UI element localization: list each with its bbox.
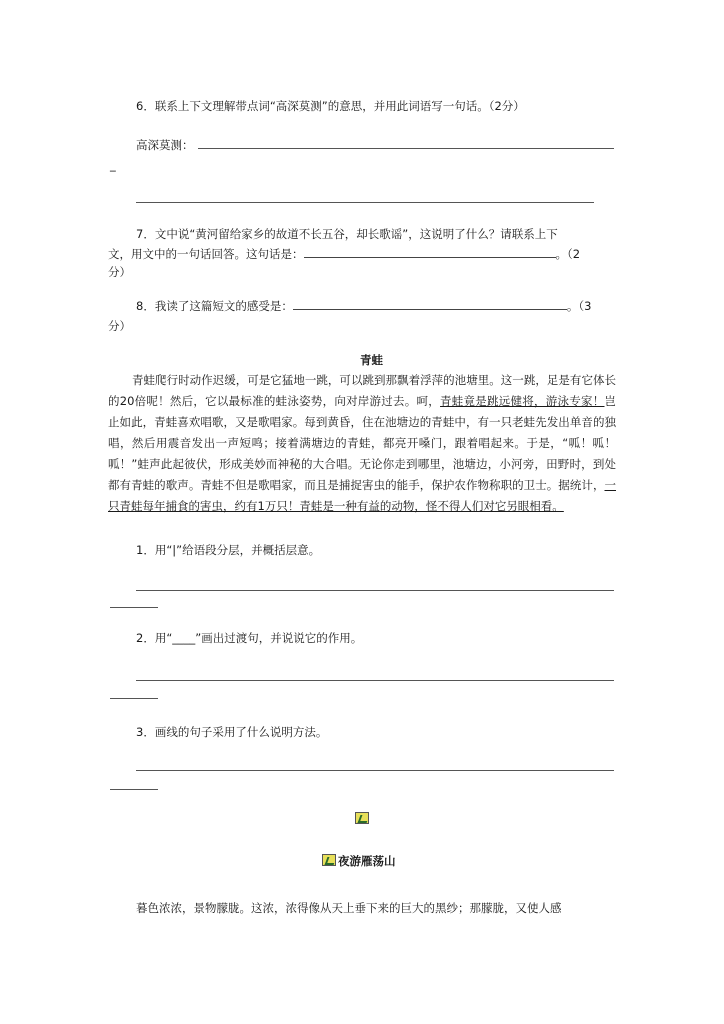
sub-q1-answer-line-2[interactable] <box>110 607 158 608</box>
question-7-line3: 分） <box>108 265 131 279</box>
sub-q1-answer-line[interactable] <box>136 590 614 591</box>
sub-question-3: 3．画线的句子采用了什么说明方法。 <box>136 725 328 739</box>
q7-score: 。（2 <box>555 247 581 261</box>
q8-answer-blank[interactable] <box>293 308 567 310</box>
sub-q2-answer-line[interactable] <box>136 680 614 681</box>
sub-q3-answer-line-2[interactable] <box>110 789 158 790</box>
passage-text-2: 岂止如此，青蛙喜欢唱歌，又是歌唱家。每到黄昏，住在池塘边的青蛙中，有一只老蛙先发出单音的独唱，然后用震音发出一声短鸣；接着满塘边的青蛙，都亮开嗓门，跟着唱起来。于是，“呱！呱！呱！”蛙声此起彼伏，形成美妙而神秘的大合唱。无论你走到哪里，池塘边，小河旁，田野时，到处都有青蛙的歌声。青蛙不但是歌唱家，而且是捕捉害虫的能手，保护农作物称职的卫士。据统计， <box>108 394 616 492</box>
underlined-sentence: 一只青蛙每年捕食的害虫，约有1万只！青蛙是一种有益的动物，怪不得人们对它另眼相看。 <box>108 478 616 513</box>
q7-prompt: 文，用文中的一句话回答。这句话是： <box>108 247 304 261</box>
q8-prompt: 8．我读了这篇短文的感受是： <box>136 299 293 313</box>
passage-title: 青蛙 <box>360 353 383 367</box>
sub-q3-answer-line[interactable] <box>136 770 614 771</box>
section2-first-line: 暮色浓浓，景物朦胧。这浓，浓得像从天上垂下来的巨大的黑纱；那朦胧，又使人感 <box>136 901 562 915</box>
question-7-line1: 7．文中说“黄河留给家乡的故道不长五谷，却长歌谣”，这说明了什么？请联系上下 <box>136 227 558 241</box>
sub-question-1: 1．用“|”给语段分层，并概括层意。 <box>136 543 321 557</box>
document-link-icon[interactable] <box>322 854 336 866</box>
q8-score: 。（3 <box>566 299 592 313</box>
q6-sentence-line[interactable] <box>136 202 594 203</box>
question-6: 6．联系上下文理解带点词“高深莫测”的意思，并用此词语写一句话。（2分） <box>136 99 525 113</box>
passage-text-1: 青蛙爬行时动作迟缓，可是它猛地一跳，可以跳到那飘着浮萍的池塘里。这一跳，足是有它体长的20倍呢！然后，它以最标准的蛙泳姿势，向对岸游过去。呵， <box>108 373 616 408</box>
section2-title: 夜游雁荡山 <box>338 854 396 868</box>
passage-body <box>108 370 616 517</box>
sub-question-2: 2．用“____”画出过渡句，并说说它的作用。 <box>136 631 363 645</box>
question-8-line2: 分） <box>108 319 131 333</box>
q6-answer-line[interactable] <box>198 148 614 149</box>
document-link-icon[interactable] <box>355 812 369 824</box>
transition-sentence: 青蛙竟是跳远健将，游泳专家！ <box>440 394 605 408</box>
q6-answer-label: 高深莫测： <box>136 138 194 152</box>
question-7-line2 <box>108 246 580 262</box>
q7-answer-blank[interactable] <box>304 256 556 258</box>
q6-tail-mark: _ <box>110 158 116 172</box>
sub-q2-answer-line-2[interactable] <box>110 698 158 699</box>
question-8-line1 <box>136 298 591 314</box>
